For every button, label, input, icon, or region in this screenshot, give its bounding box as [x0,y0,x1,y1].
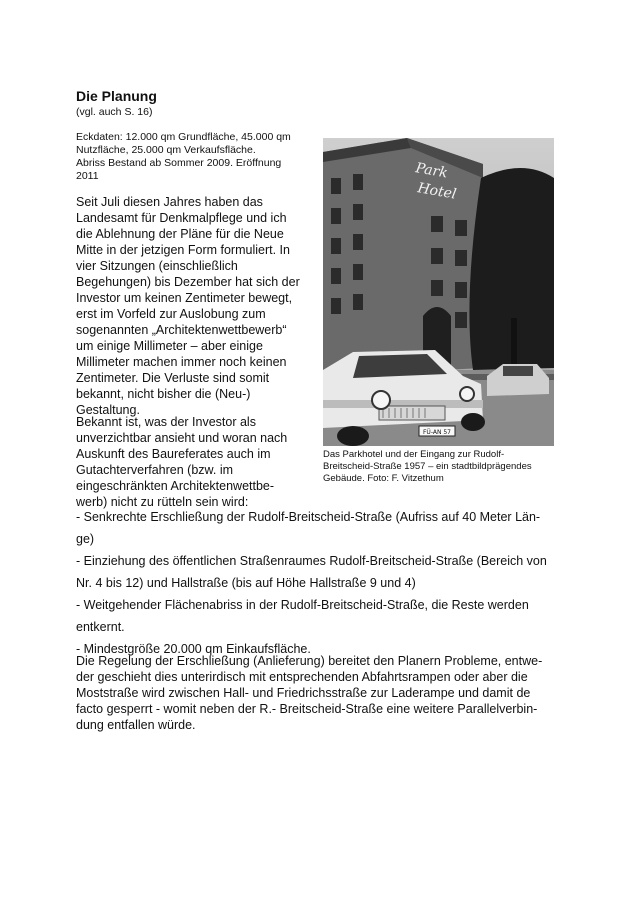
text-line: sogenannten „Architektenwettbewerb“ [76,323,287,337]
list-item-line: ge) [76,532,95,546]
page-subtitle: (vgl. auch S. 16) [76,106,153,118]
text-line: Landesamt für Denkmalpflege und ich [76,211,287,225]
photo-caption [323,449,555,485]
text-line: Gutachterverfahren (bzw. im [76,463,234,477]
text-line: Moststraße wird zwischen Hall- und Friedrichsstraße zur Laderampe und damit de [76,686,531,700]
text-line: facto gesperrt - womit neben der R.- Breitscheid-Straße eine weitere Parallelverbin- [76,702,538,716]
text-line: der geschieht dies unterirdisch mit entsprechenden Abfahrtsrampen oder aber die [76,670,528,684]
text-line: Zentimeter. Die Verluste sind somit [76,371,270,385]
text-line: eingeschränkten Architektenwettbe- [76,479,275,493]
requirements-intro-paragraph [76,414,316,510]
parkhotel-photo [323,138,554,446]
access-paragraph [76,653,564,733]
text-line: Die Regelung der Erschließung (Anlieferung) bereitet den Planern Probleme, entwe- [76,654,543,668]
text-line: Seit Juli diesen Jahres haben das [76,195,263,209]
text-line: Bekannt ist, was der Investor als [76,415,256,429]
list-item-line: - Senkrechte Erschließung der Rudolf-Breitscheid-Straße (Aufriss auf 40 Meter Län- [76,510,541,524]
text-line: unverzichtbar ansieht und woran nach [76,431,288,445]
text-line: Begehungen) bis Dezember hat sich der [76,275,300,289]
text-line: vier Sitzungen (einschließlich [76,259,238,273]
hotel-sign-top: Park [414,160,449,182]
caption-line: Breitscheid-Straße 1957 – ein stadtbildprägendes [323,461,532,472]
car-license-plate: FÜ-AN 57 [422,429,452,436]
intro-paragraph [76,194,316,418]
requirements-list [76,509,564,663]
list-item-line: - Mindestgröße 20.000 qm Einkaufsfläche. [76,642,311,656]
key-facts-line: 2011 [76,170,99,182]
list-item-line: entkernt. [76,620,125,634]
list-item-line: - Weitgehender Flächenabriss in der Rudolf-Breitscheid-Straße, die Reste werden [76,598,529,612]
text-line: erst im Vorfeld zur Auslobung zum [76,307,266,321]
text-line: Mitte in der jetzigen Form formuliert. In [76,243,290,257]
text-line: bekannt, nicht bisher die (Neu-) [76,387,251,401]
text-line: Auskunft des Baureferates auch im [76,447,271,461]
caption-line: Gebäude. Foto: F. Vitzethum [323,473,444,484]
text-line: um einige Millimeter – aber einige [76,339,263,353]
key-facts-line: Nutzfläche, 25.000 qm Verkaufsfläche. [76,144,256,156]
key-facts-line: Abriss Bestand ab Sommer 2009. Eröffnung [76,157,282,169]
text-line: dung entfallen würde. [76,718,196,732]
text-line: werb) nicht zu rütteln sein wird: [76,495,249,509]
caption-line: Das Parkhotel und der Eingang zur Rudolf- [323,449,505,460]
list-item [76,597,564,635]
hotel-sign-bottom: Hotel [416,180,458,203]
text-line: Investor um keinen Zentimeter bewegt, [76,291,293,305]
text-line: Millimeter machen immer noch keinen [76,355,287,369]
page-title: Die Planung [76,88,157,104]
key-facts-line: Eckdaten: 12.000 qm Grundfläche, 45.000 qm [76,131,291,143]
key-facts [76,131,308,183]
list-item-line: - Einziehung des öffentlichen Straßenraumes Rudolf-Breitscheid-Straße (Bereich von [76,554,547,568]
text-line: Gestaltung. [76,403,140,417]
list-item [76,509,564,547]
text-line: die Ablehnung der Pläne für die Neue [76,227,284,241]
list-item-line: Nr. 4 bis 12) und Hallstraße (bis auf Höhe Hallstraße 9 und 4) [76,576,416,590]
list-item [76,553,564,591]
